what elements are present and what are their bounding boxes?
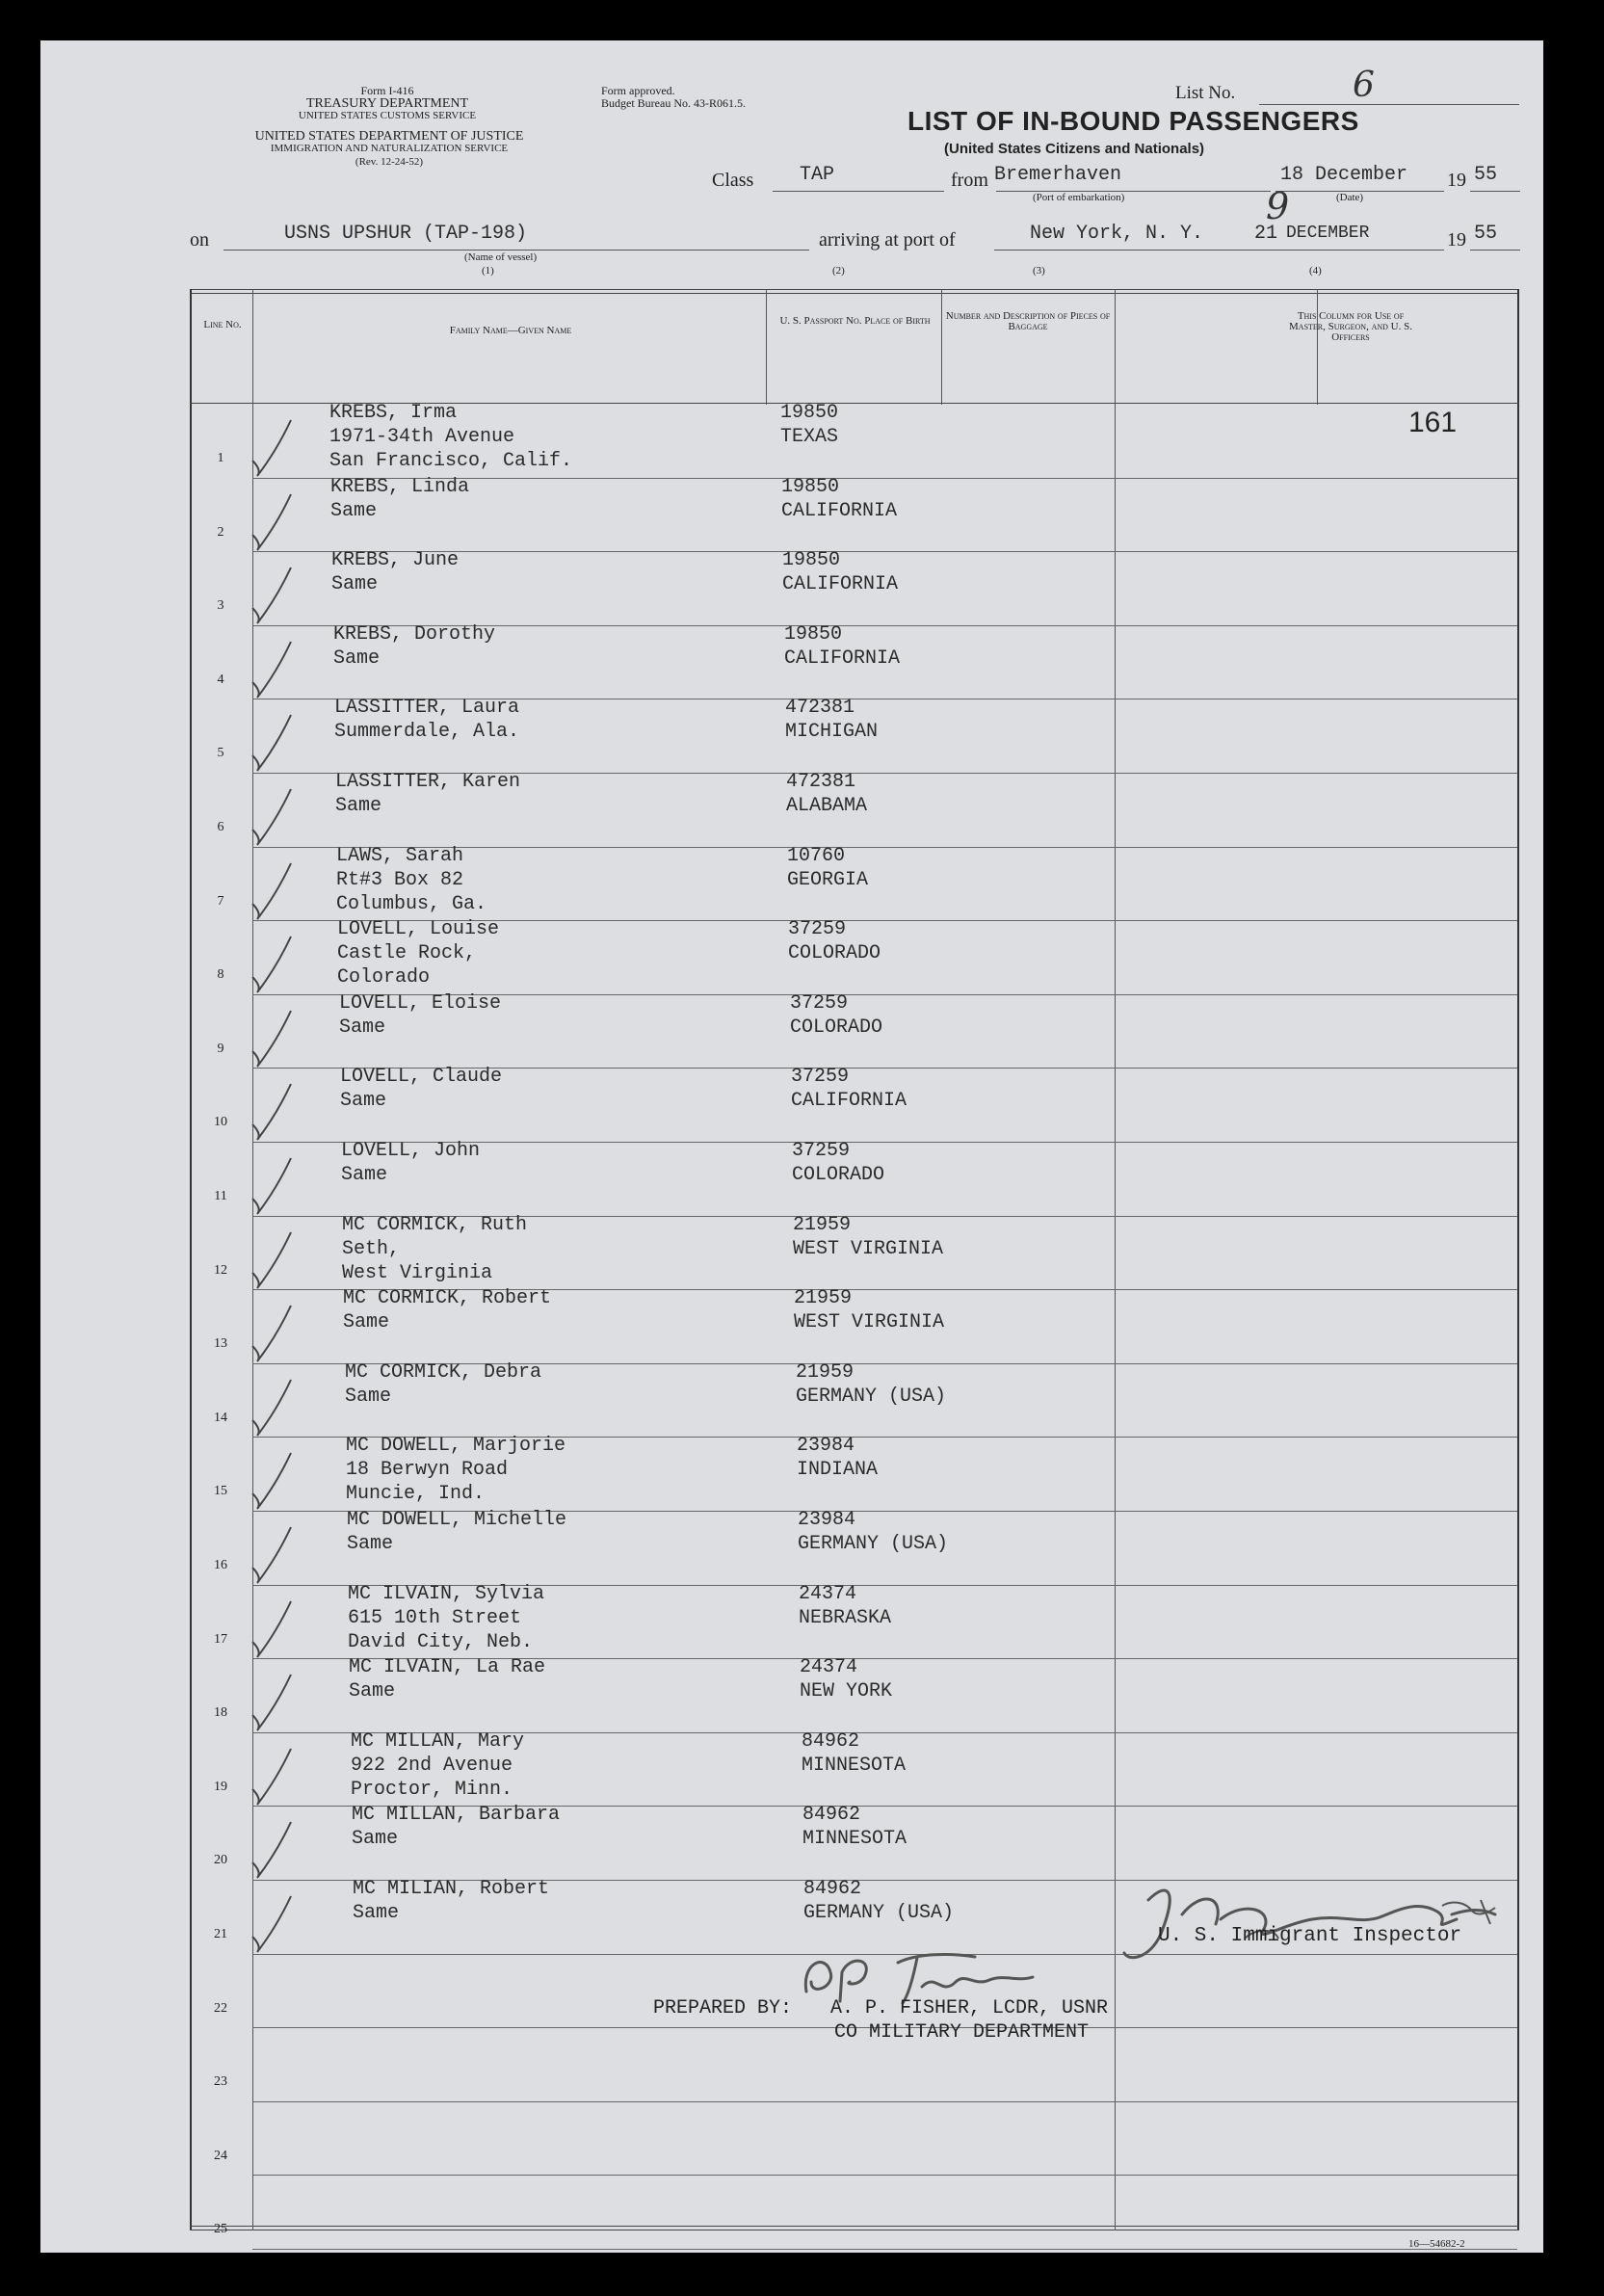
- passenger-address-line: Same: [353, 1902, 400, 1924]
- passport-number: 24374: [799, 1583, 857, 1605]
- place-of-birth: ALABAMA: [786, 795, 868, 817]
- check-mark-image: [248, 929, 296, 996]
- passenger-name: KREBS, Dorothy: [333, 623, 496, 646]
- row-line-number: 8: [217, 967, 224, 982]
- passenger-address-line: Same: [341, 1164, 388, 1186]
- check-mark-image: [248, 1076, 296, 1144]
- justice-label: UNITED STATES DEPARTMENT OF JUSTICE: [254, 129, 524, 144]
- passport-number: 472381: [786, 771, 856, 793]
- date-caption: (Date): [1336, 192, 1364, 203]
- passenger-name: LASSITTER, Karen: [335, 771, 521, 793]
- embark-year: 55: [1474, 164, 1498, 186]
- passport-number: 472381: [785, 697, 855, 719]
- passport-number: 21959: [794, 1287, 853, 1309]
- place-of-birth: NEBRASKA: [799, 1607, 892, 1629]
- passenger-name: LOVELL, John: [341, 1140, 481, 1162]
- inspector-title: U. S. Immigrant Inspector: [1158, 1925, 1462, 1947]
- passenger-name: MC MILIAN, Robert: [353, 1878, 550, 1900]
- place-of-birth: CALIFORNIA: [784, 647, 901, 670]
- passenger-address-line: Same: [333, 647, 381, 670]
- treasury-label: TREASURY DEPARTMENT: [305, 96, 469, 111]
- passenger-address-line: 922 2nd Avenue: [351, 1755, 513, 1777]
- from-label: from: [951, 170, 988, 191]
- passenger-address-line: Columbus, Ga.: [336, 893, 487, 915]
- passenger-address-line: Summerdale, Ala.: [334, 721, 520, 743]
- passenger-address-line: Rt#3 Box 82: [336, 869, 464, 891]
- customs-label: UNITED STATES CUSTOMS SERVICE: [298, 110, 477, 121]
- place-of-birth: WEST VIRGINIA: [794, 1311, 945, 1333]
- place-of-birth: TEXAS: [780, 426, 839, 448]
- arrival-day-correction: 9: [1266, 185, 1290, 227]
- row-line-number: 23: [214, 2074, 227, 2089]
- passenger-name: KREBS, Irma: [329, 402, 458, 424]
- passport-number: 37259: [790, 992, 849, 1015]
- passport-number: 84962: [802, 1804, 861, 1826]
- passport-number: 19850: [781, 476, 840, 498]
- page-subtitle: (United States Citizens and Nationals): [944, 141, 1205, 157]
- row-line-number: 21: [214, 1927, 227, 1941]
- passport-number: 21959: [796, 1361, 855, 1384]
- list-no-label: List No.: [1175, 83, 1236, 103]
- check-mark-image: [248, 781, 296, 849]
- row-line-number: 9: [217, 1042, 224, 1056]
- row-line-number: 2: [217, 525, 224, 540]
- passport-number: 21959: [793, 1214, 852, 1236]
- passport-number: 24374: [800, 1656, 858, 1678]
- passport-number: 23984: [798, 1509, 856, 1531]
- port-embark-caption: (Port of embarkation): [1033, 192, 1125, 203]
- check-mark-image: [248, 1003, 296, 1070]
- row-line-number: 17: [214, 1632, 227, 1647]
- passenger-name: MC DOWELL, Michelle: [347, 1509, 567, 1531]
- row-line-number: 19: [214, 1780, 227, 1794]
- passenger-address-line: Same: [331, 573, 379, 595]
- passenger-address-line: West Virginia: [342, 1262, 493, 1284]
- budget-bureau: Budget Bureau No. 43-R061.5.: [601, 96, 746, 110]
- row-line-number: 24: [214, 2149, 227, 2163]
- form-approved: Form approved.: [601, 84, 675, 97]
- col-number-2: (2): [832, 265, 845, 277]
- prepared-by-name: A. P. FISHER, LCDR, USNR: [830, 1997, 1109, 2019]
- row-line-number: 14: [214, 1411, 227, 1425]
- embark-date: 18 December: [1280, 164, 1408, 186]
- row-line-number: 11: [214, 1189, 227, 1203]
- arriving-label: arriving at port of: [819, 229, 956, 251]
- vessel-name: USNS UPSHUR (TAP-198): [284, 223, 528, 245]
- passenger-name: LOVELL, Claude: [340, 1066, 503, 1088]
- place-of-birth: CALIFORNIA: [781, 500, 898, 522]
- passenger-address-line: Same: [347, 1533, 394, 1555]
- passenger-name: KREBS, Linda: [330, 476, 470, 498]
- row-line-number: 7: [217, 894, 224, 909]
- row-line-number: 6: [217, 820, 224, 834]
- passenger-address-line: San Francisco, Calif.: [329, 450, 573, 472]
- header-baggage: Number and Description of Pieces of Baggage: [945, 310, 1111, 332]
- passenger-address-line: 615 10th Street: [348, 1607, 522, 1629]
- place-of-birth: COLORADO: [788, 942, 881, 964]
- class-value: TAP: [800, 164, 835, 186]
- list-no-value: 6: [1353, 66, 1375, 105]
- row-line-number: 1: [217, 451, 224, 465]
- check-mark-image: [248, 1445, 296, 1513]
- place-of-birth: NEW YORK: [800, 1680, 893, 1702]
- passport-number: 23984: [797, 1435, 855, 1457]
- check-mark-image: [248, 1741, 296, 1808]
- place-of-birth: COLORADO: [790, 1016, 883, 1039]
- passport-number: 10760: [787, 845, 846, 867]
- place-of-birth: GERMANY (USA): [798, 1533, 949, 1555]
- arrival-day: 21: [1254, 223, 1278, 245]
- place-of-birth: GERMANY (USA): [803, 1902, 955, 1924]
- passenger-name: LOVELL, Eloise: [339, 992, 502, 1015]
- arrival-port: New York, N. Y.: [1030, 223, 1204, 245]
- check-mark-image: [248, 412, 296, 480]
- row-line-number: 3: [217, 598, 224, 613]
- check-mark-image: [248, 1225, 296, 1292]
- header-officers: This Column for Use of Master, Surgeon, and U. S. Officers: [1289, 310, 1412, 343]
- place-of-birth: MINNESOTA: [802, 1828, 907, 1850]
- passenger-address-line: Muncie, Ind.: [346, 1483, 486, 1505]
- check-mark-image: [248, 1519, 296, 1587]
- row-line-number: 18: [214, 1705, 227, 1720]
- place-of-birth: MICHIGAN: [785, 721, 879, 743]
- page-title: LIST OF IN-BOUND PASSENGERS: [907, 106, 1359, 136]
- passport-number: 19850: [784, 623, 843, 646]
- passenger-address-line: 1971-34th Avenue: [329, 426, 515, 448]
- passenger-address-line: Same: [352, 1828, 399, 1850]
- prepared-by-label: PREPARED BY:: [653, 1997, 793, 2019]
- check-mark-image: [248, 487, 296, 554]
- form-number: Form I-416: [360, 84, 414, 97]
- header-family-name: Family Name—Given Name: [449, 325, 572, 336]
- row-line-number: 22: [214, 2001, 227, 2016]
- passenger-name: MC CORMICK, Debra: [345, 1361, 542, 1384]
- check-mark-image: [248, 634, 296, 701]
- place-of-birth: GERMANY (USA): [796, 1386, 947, 1408]
- place-of-birth: INDIANA: [797, 1459, 879, 1481]
- check-mark-image: [248, 1372, 296, 1439]
- passport-number: 19850: [780, 402, 839, 424]
- passenger-address-line: Seth,: [342, 1238, 401, 1260]
- check-mark-image: [248, 1298, 296, 1365]
- passenger-address-line: Colorado: [337, 966, 431, 989]
- place-of-birth: WEST VIRGINIA: [793, 1238, 944, 1260]
- place-of-birth: CALIFORNIA: [782, 573, 899, 595]
- arrival-month: DECEMBER: [1286, 224, 1370, 243]
- passenger-name: MC ILVAIN, La Rae: [349, 1656, 546, 1678]
- passenger-name: LAWS, Sarah: [336, 845, 464, 867]
- passenger-address-line: Same: [340, 1090, 387, 1112]
- row-line-number: 20: [214, 1853, 227, 1867]
- passenger-address-line: 18 Berwyn Road: [346, 1459, 509, 1481]
- place-of-birth: COLORADO: [792, 1164, 885, 1186]
- passenger-name: MC DOWELL, Marjorie: [346, 1435, 566, 1457]
- passenger-name: MC ILVAIN, Sylvia: [348, 1583, 545, 1605]
- passenger-name: MC CORMICK, Robert: [343, 1287, 552, 1309]
- place-of-birth: MINNESOTA: [802, 1755, 907, 1777]
- place-of-birth: GEORGIA: [787, 869, 869, 891]
- passenger-address-line: David City, Neb.: [348, 1631, 534, 1653]
- passport-number: 19850: [782, 549, 841, 571]
- passport-number: 37259: [788, 918, 847, 940]
- form-code: 16—54682-2: [1408, 2238, 1465, 2250]
- arrival-year: 55: [1474, 223, 1498, 245]
- row-line-number: 10: [214, 1115, 227, 1129]
- passport-number: 37259: [791, 1066, 850, 1088]
- passport-number: 84962: [803, 1878, 862, 1900]
- passport-number: 84962: [802, 1730, 860, 1753]
- passenger-name: MC CORMICK, Ruth: [342, 1214, 528, 1236]
- row-line-number: 13: [214, 1336, 227, 1351]
- passenger-address-line: Same: [343, 1311, 390, 1333]
- class-label: Class: [712, 170, 754, 191]
- passenger-address-line: Castle Rock,: [337, 942, 477, 964]
- passenger-name: LASSITTER, Laura: [334, 697, 520, 719]
- year-prefix: 19: [1447, 170, 1466, 191]
- officer-entry: 161: [1408, 407, 1458, 438]
- check-mark-image: [248, 1667, 296, 1734]
- passenger-list-page: [40, 40, 1543, 2253]
- row-line-number: 12: [214, 1263, 227, 1278]
- check-mark-image: [248, 707, 296, 775]
- revision-label: (Rev. 12-24-52): [355, 156, 424, 168]
- row-line-number: 4: [217, 673, 224, 687]
- passenger-name: KREBS, June: [331, 549, 460, 571]
- row-line-number: 5: [217, 746, 224, 760]
- passenger-address-line: Same: [349, 1680, 396, 1702]
- passenger-name: LOVELL, Louise: [337, 918, 500, 940]
- port-of-embarkation: Bremerhaven: [994, 164, 1122, 186]
- check-mark-image: [248, 1814, 296, 1882]
- passenger-address-line: Same: [335, 795, 382, 817]
- vessel-caption: (Name of vessel): [464, 251, 538, 263]
- check-mark-image: [248, 560, 296, 627]
- header-line-no: Line No.: [203, 319, 242, 330]
- check-mark-image: [248, 1150, 296, 1218]
- ins-label: IMMIGRATION AND NATURALIZATION SERVICE: [270, 143, 509, 154]
- passport-number: 37259: [792, 1140, 851, 1162]
- passenger-address-line: Proctor, Minn.: [351, 1779, 513, 1801]
- passenger-address-line: Same: [345, 1386, 392, 1408]
- col-number-4: (4): [1309, 265, 1322, 277]
- header-passport: U. S. Passport No. Place of Birth: [779, 315, 931, 327]
- passenger-address-line: Same: [330, 500, 378, 522]
- row-line-number: 25: [214, 2222, 227, 2236]
- col-number-3: (3): [1033, 265, 1045, 277]
- row-line-number: 16: [214, 1558, 227, 1572]
- check-mark-image: [248, 856, 296, 923]
- check-mark-image: [248, 1888, 296, 1956]
- col-number-1: (1): [482, 265, 494, 277]
- on-label: on: [190, 229, 209, 251]
- arrival-year-prefix: 19: [1447, 229, 1466, 251]
- place-of-birth: CALIFORNIA: [791, 1090, 907, 1112]
- check-mark-image: [248, 1594, 296, 1661]
- passenger-name: MC MILLAN, Barbara: [352, 1804, 561, 1826]
- passenger-name: MC MILLAN, Mary: [351, 1730, 525, 1753]
- passenger-address-line: Same: [339, 1016, 386, 1039]
- row-line-number: 15: [214, 1484, 227, 1498]
- prepared-by-dept: CO MILITARY DEPARTMENT: [834, 2021, 1090, 2044]
